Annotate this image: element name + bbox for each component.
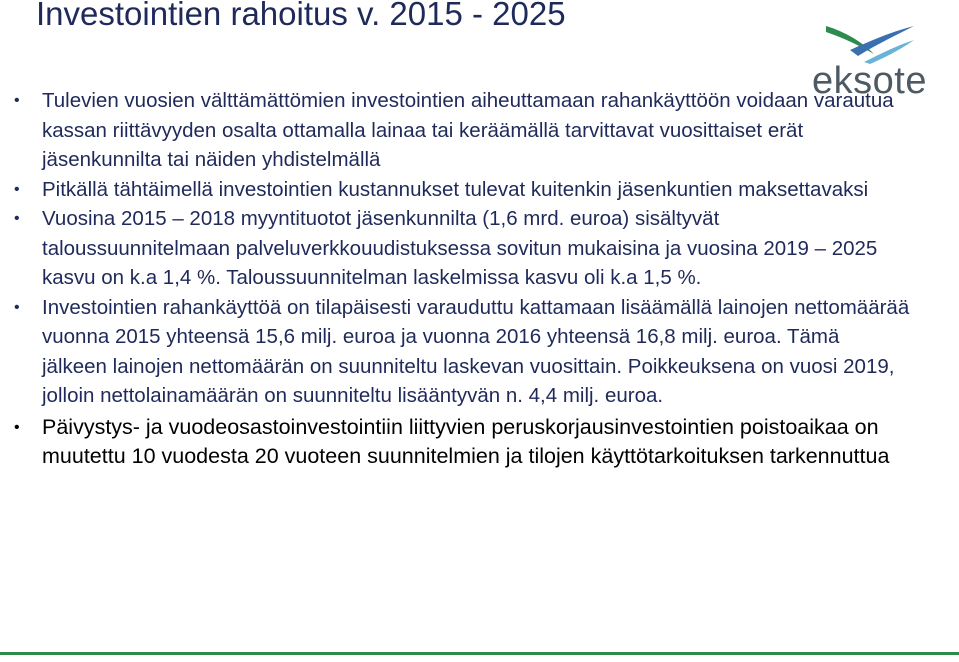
bullet-item (10, 86, 910, 175)
bullet-dot: • (14, 298, 20, 316)
bullet-text: Päivystys- ja vuodeosastoinvestointiin liittyvien peruskorjausinvestointien poistoaikaa on muutettu 10 vuodesta 20 vuoteen suunnitelmien ja tilojen käyttötarkoituksen tarkennuttua (42, 414, 890, 468)
footer-divider (0, 652, 959, 655)
bullet-list (10, 86, 910, 472)
bullet-text: Investointien rahankäyttöä on tilapäisesti varauduttu kattamaan lisäämällä lainojen nettomäärää vuonna 2015 yhteensä 15,6 milj. euroa ja vuonna 2016 yhteensä 16,8 milj. euroa. Tämä jälkeen lainojen nettomäärän on suunniteltu laskevan vuosittain. Poikkeuksena on vuosi 2019, jolloin nettolainamäärän on suunniteltu lisääntyvän n. 4,4 milj. euroa. (42, 295, 910, 407)
bullet-item (10, 413, 910, 472)
bullet-dot: • (14, 418, 20, 436)
bullet-item (10, 293, 910, 411)
bullet-dot: • (14, 210, 20, 227)
bullet-item (10, 204, 910, 293)
slide-title: Investointien rahoitus v. 2015 - 2025 (36, 0, 566, 32)
bullet-item (10, 175, 910, 205)
bullet-text: Tulevien vuosien välttämättömien investointien aiheuttamaan rahankäyttöön voidaan varautua kassan riittävyyden osalta ottamalla lainaa tai keräämällä tarvittavat vuosittaiset erät jäsenkunnilta tai näiden yhdistelmällä (42, 89, 894, 171)
bullet-dot: • (14, 180, 20, 198)
bullet-text: Vuosina 2015 – 2018 myyntituotot jäsenkunnilta (1,6 mrd. euroa) sisältyvät taloussuunnitelmaan palveluverkkouudistuksessa sovitun mukaisina ja vuosina 2019 – 2025 kasvu on k.a 1,4 %. Taloussuunnitelman laskelmissa kasvu oli k.a 1,5 %. (42, 207, 878, 289)
bullet-text: Pitkällä tähtäimellä investointien kustannukset tulevat kuitenkin jäsenkuntien maksettavaksi (42, 177, 869, 201)
bullet-dot: • (14, 92, 20, 109)
logo-wordmark: eksote (812, 60, 927, 102)
